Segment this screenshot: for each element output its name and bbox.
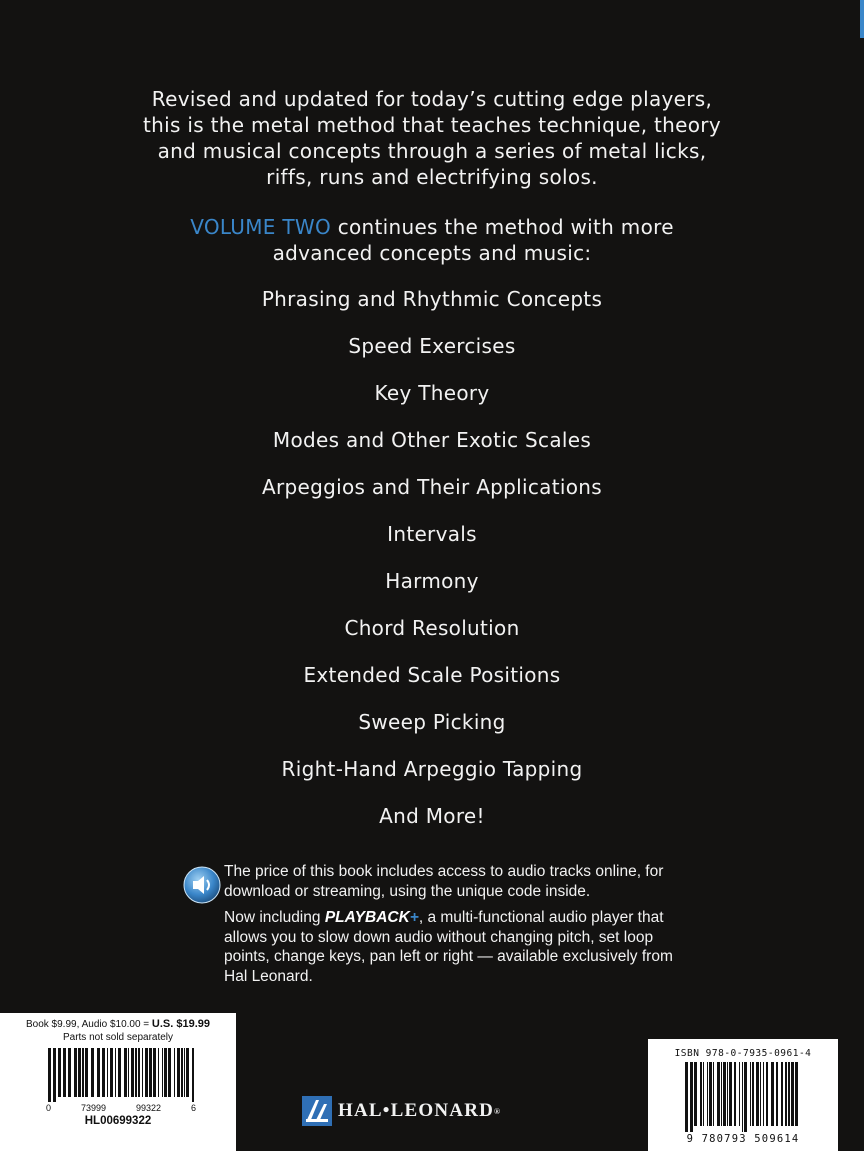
barcode-bar xyxy=(713,1062,714,1126)
barcode-bar xyxy=(174,1048,175,1097)
barcode-bar xyxy=(709,1062,712,1126)
barcode-bar xyxy=(703,1062,704,1126)
barcode-bar xyxy=(744,1062,747,1132)
topics-list xyxy=(0,285,864,849)
audio-paragraph-2 xyxy=(224,908,694,986)
barcode-bar xyxy=(760,1062,761,1126)
barcode-bar xyxy=(131,1048,134,1097)
barcode-bar xyxy=(723,1062,726,1126)
barcode-bar xyxy=(181,1048,183,1097)
audio-info xyxy=(224,862,694,993)
price-total: U.S. $19.99 xyxy=(151,1018,211,1030)
barcode-bar xyxy=(53,1048,56,1102)
barcode-bar xyxy=(48,1048,51,1102)
barcode-bar xyxy=(118,1048,121,1097)
isbn-label: ISBN 978-0-7935-0961-4 xyxy=(674,1048,812,1059)
barcode-bar xyxy=(785,1062,787,1126)
barcode-bar xyxy=(63,1048,66,1097)
barcode-bar xyxy=(153,1048,156,1097)
barcode-bar xyxy=(707,1062,708,1126)
barcode-bar xyxy=(184,1048,185,1097)
barcode-bar xyxy=(91,1048,94,1097)
topic-item: Sweep Picking xyxy=(358,710,506,734)
intro-line: Revised and updated for today’s cutting edge players, xyxy=(151,87,713,111)
barcode-bar xyxy=(721,1062,722,1126)
volume-line-1 xyxy=(80,214,784,240)
publisher-name: HAL•LEONARD xyxy=(338,1100,495,1121)
barcode-bar xyxy=(110,1048,113,1097)
upc-digit-group: 73999 xyxy=(80,1103,107,1113)
topic-item: Harmony xyxy=(385,569,479,593)
barcode-bar xyxy=(766,1062,768,1126)
barcode-bar xyxy=(115,1048,116,1097)
barcode-bar xyxy=(68,1048,71,1097)
registered-mark: ® xyxy=(494,1106,502,1116)
audio-para2-prefix: Now including xyxy=(224,909,325,926)
barcode-bar xyxy=(752,1062,754,1126)
intro-line: riffs, runs and electrifying solos. xyxy=(266,165,598,189)
topic-item: Speed Exercises xyxy=(348,334,516,358)
barcode-bar xyxy=(771,1062,774,1126)
barcode-bar xyxy=(781,1062,783,1126)
barcode-bar xyxy=(694,1062,697,1126)
barcode-bar xyxy=(78,1048,81,1097)
topic-item: Right-Hand Arpeggio Tapping xyxy=(281,757,583,781)
barcode-bar xyxy=(145,1048,148,1097)
barcode-bar xyxy=(690,1062,693,1132)
volume-line-2: advanced concepts and music: xyxy=(272,241,592,265)
upc-barcode xyxy=(46,1048,196,1102)
topic-item: Modes and Other Exotic Scales xyxy=(272,428,592,452)
barcode-bar xyxy=(107,1048,108,1097)
barcode-bar xyxy=(97,1048,100,1097)
price-breakdown: Book $9.99, Audio $10.00 = xyxy=(25,1019,152,1030)
barcode-bar xyxy=(74,1048,77,1097)
barcode-bar xyxy=(162,1048,163,1097)
topic-item: Intervals xyxy=(387,522,477,546)
volume-two-highlight: VOLUME TWO xyxy=(190,215,332,239)
barcode-bar xyxy=(750,1062,751,1126)
barcode-bar xyxy=(763,1062,764,1126)
ean-digits: 9 780793 509614 xyxy=(686,1133,800,1145)
barcode-bar xyxy=(734,1062,736,1126)
topic-item: Chord Resolution xyxy=(344,616,520,640)
intro-line: this is the metal method that teaches technique, theory xyxy=(143,113,721,137)
topic-item: And More! xyxy=(379,804,485,828)
upc-digits xyxy=(46,1103,196,1113)
barcode-bar xyxy=(729,1062,732,1126)
audio-paragraph-1: The price of this book includes access to audio tracks online, for download or streaming, using the unique code inside. xyxy=(224,863,664,900)
intro-paragraph xyxy=(80,86,784,190)
publisher-logo xyxy=(302,1094,501,1128)
barcode-bar xyxy=(700,1062,702,1126)
barcode-bar xyxy=(138,1048,140,1097)
barcode-bar xyxy=(739,1062,740,1126)
intro-line: and musical concepts through a series of metal licks, xyxy=(157,139,707,163)
barcode-bar xyxy=(142,1048,143,1097)
barcode-bar xyxy=(192,1048,194,1102)
barcode-bar xyxy=(795,1062,798,1126)
upc-digit-group: 6 xyxy=(190,1103,196,1113)
isbn-box xyxy=(648,1039,838,1151)
barcode-bar xyxy=(685,1062,688,1132)
isbn-barcode xyxy=(683,1062,803,1132)
barcode-bar xyxy=(742,1062,743,1132)
volume-line-1-rest: continues the method with more xyxy=(331,215,674,239)
barcode-bar xyxy=(102,1048,105,1097)
audio-para2-suffix: , a multi-functional audio player that allows you to slow down audio without changing pitch, set loop points, change keys, pan left or right — available exclusively from Hal Leonard. xyxy=(224,909,673,985)
corner-accent-bar xyxy=(860,0,864,38)
barcode-bar xyxy=(85,1048,88,1097)
barcode-bar xyxy=(186,1048,189,1097)
barcode-bar xyxy=(135,1048,137,1097)
barcode-bar xyxy=(791,1062,794,1126)
barcode-bar xyxy=(788,1062,790,1126)
volume-paragraph xyxy=(80,214,784,266)
barcode-bar xyxy=(124,1048,127,1097)
barcode-bar xyxy=(727,1062,728,1126)
barcode-bar xyxy=(756,1062,759,1126)
barcode-bar xyxy=(82,1048,84,1097)
playback-logo-text: PLAYBACK xyxy=(324,909,410,926)
price-box xyxy=(0,1013,236,1151)
barcode-bar xyxy=(164,1048,167,1097)
playback-plus-sign: + xyxy=(409,909,419,926)
topic-item: Key Theory xyxy=(374,381,490,405)
hal-leonard-mark-icon xyxy=(302,1096,332,1126)
playback-plus-logo xyxy=(325,909,419,926)
topic-item: Extended Scale Positions xyxy=(303,663,561,687)
price-line xyxy=(0,1018,236,1031)
parts-note: Parts not sold separately xyxy=(62,1032,174,1043)
barcode-bar xyxy=(128,1048,129,1097)
topic-item: Arpeggios and Their Applications xyxy=(262,475,602,499)
barcode-bar xyxy=(58,1048,61,1097)
barcode-bar xyxy=(177,1048,180,1097)
speaker-icon xyxy=(183,866,221,904)
barcode-bar xyxy=(168,1048,171,1097)
barcode-bar xyxy=(149,1048,152,1097)
barcode-bar xyxy=(158,1048,159,1097)
upc-digit-group: 99322 xyxy=(135,1103,162,1113)
upc-digit-group: 0 xyxy=(46,1103,52,1113)
topic-item: Phrasing and Rhythmic Concepts xyxy=(261,287,603,311)
hl-item-code: HL00699322 xyxy=(84,1115,152,1127)
barcode-bar xyxy=(717,1062,720,1126)
barcode-bar xyxy=(776,1062,778,1126)
